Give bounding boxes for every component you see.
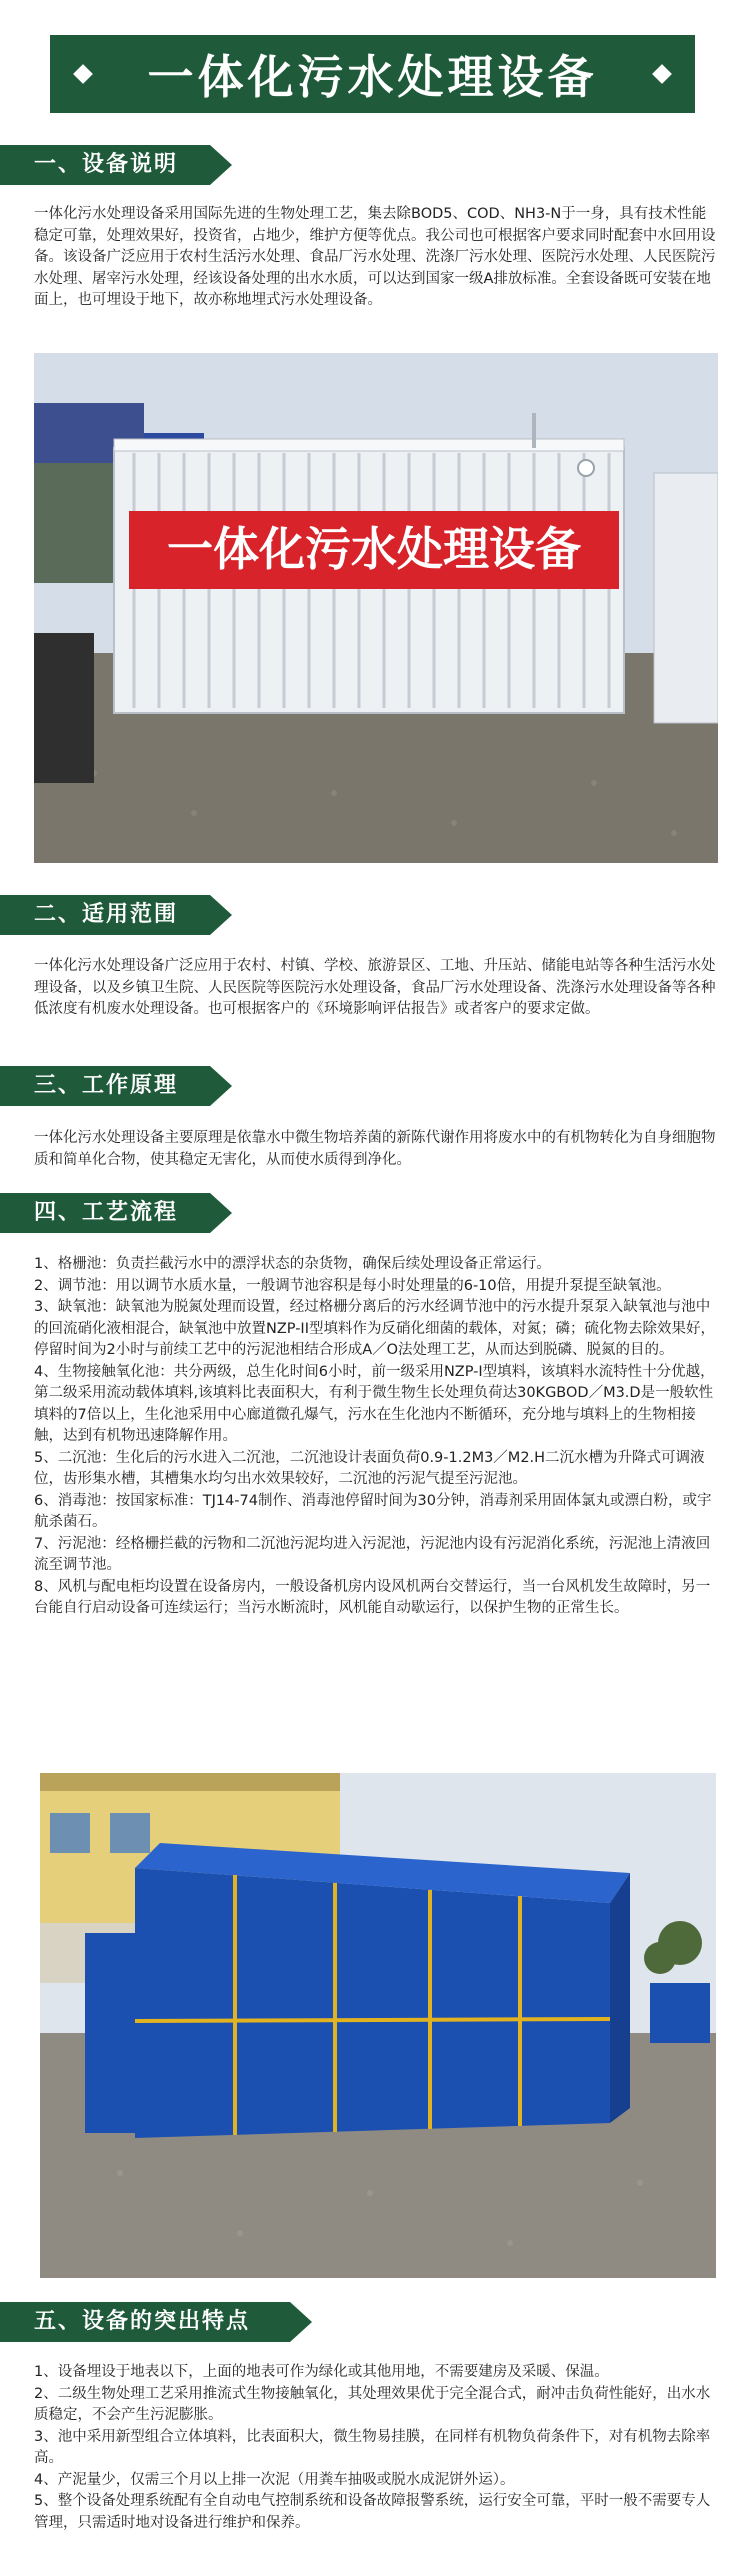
section-label: 五、设备的突出特点 bbox=[0, 2302, 290, 2342]
features-list bbox=[34, 2362, 718, 2534]
page-title: 一体化污水处理设备 bbox=[147, 50, 598, 104]
arrow-shape bbox=[210, 895, 232, 935]
sign-text: 一体化污水处理设备 bbox=[167, 522, 581, 576]
container-equipment-illustration bbox=[34, 353, 718, 863]
list-item: 6、消毒池：按国家标准：TJ14-74制作、消毒池停留时间为30分钟，消毒剂采用固体氯丸或漂白粉，或宇航杀菌石。 bbox=[34, 1492, 712, 1530]
diamond-icon bbox=[73, 64, 93, 84]
list-item: 2、二级生物处理工艺采用推流式生物接触氧化，其处理效果优于完全混合式，耐冲击负荷性能好，出水水质稳定，不会产生污泥膨胀。 bbox=[34, 2385, 711, 2423]
list-item: 3、池中采用新型组合立体填料，比表面积大，微生物易挂膜，在同样有机物负荷条件下，对有机物去除率高。 bbox=[34, 2428, 711, 2466]
section-label: 二、适用范围 bbox=[0, 895, 210, 935]
arrow-shape bbox=[210, 145, 232, 185]
list-item: 1、设备埋设于地表以下，上面的地表可作为绿化或其他用地，不需要建房及采暖、保温。 bbox=[34, 2364, 609, 2380]
blue-tank-illustration bbox=[40, 1773, 716, 2278]
arrow-shape bbox=[210, 1193, 232, 1233]
list-item: 7、污泥池：经格栅拦截的污物和二沉池污泥均进入污泥池，污泥池内设有污泥消化系统，污泥池上清液回流至调节池。 bbox=[34, 1535, 711, 1573]
list-item: 2、调节池：用以调节水质水量，一般调节池容积是每小时处理量的6-10倍，用提升泵提至缺氧池。 bbox=[34, 1277, 671, 1294]
list-item: 1、格栅池：负责拦截污水中的漂浮状态的杂货物，确保后续处理设备正常运行。 bbox=[34, 1256, 551, 1272]
section-label: 三、工作原理 bbox=[0, 1066, 210, 1106]
list-item: 8、风机与配电柜均设置在设备房内，一般设备机房内设风机两台交替运行，当一台风机发生故障时，另一台能自行启动设备可连续运行；当污水断流时，风机能自动歇运行，以保护生物的正常生长。 bbox=[34, 1578, 711, 1616]
scope-text: 一体化污水处理设备广泛应用于农村、村镇、学校、旅游景区、工地、升压站、储能电站等各种生活污水处理设备，以及乡镇卫生院、人民医院等医院污水处理设备，食品厂污水处理设备、洗涤污水处理设备等各种低浓度有机废水处理设备。也可根据客户的《环境影响评估报告》或者客户的要求定做。 bbox=[34, 958, 716, 1017]
page-banner bbox=[50, 35, 695, 113]
description-text: 一体化污水处理设备采用国际先进的生物处理工艺，集去除BOD5、COD、NH3-N于一身，具有技术性能稳定可靠，处理效果好，投资省，占地少，维护方便等优点。我公司也可根据客户要求同时配套中水回用设备。该设备广泛应用于农村生活污水处理、食品厂污水处理、洗涤厂污水处理、医院污水处理、人民医院污水处理、屠宰污水处理，经该设备处理的出水水质，可以达到国家一级A排放标准。全套设备既可安装在地面上，也可埋设于地下，故亦称地埋式污水处理设备。 bbox=[34, 206, 716, 308]
list-item: 4、产泥量少，仅需三个月以上排一次泥（用粪车抽吸或脱水成泥饼外运）。 bbox=[34, 2471, 515, 2488]
principle-text: 一体化污水处理设备主要原理是依靠水中微生物培养菌的新陈代谢作用将废水中的有机物转化为自身细胞物质和简单化合物，使其稳定无害化，从而使水质得到净化。 bbox=[34, 1130, 716, 1168]
arrow-shape bbox=[210, 1066, 232, 1106]
diamond-icon bbox=[652, 64, 672, 84]
list-item: 4、生物接触氧化池：共分两级，总生化时间6小时，前一级采用NZP-I型填料，该填料水流特性十分优越，第二级采用流动载体填料,该填料比表面积大，有利于微生物生长处理负荷达30KGBOD／M3.D是一般软性填料的7倍以上，生化池采用中心廊道微孔爆气，污水在生化池内不断循环，充分地与填料上的生物相接触，达到有机物迅速降解作用。 bbox=[34, 1363, 715, 1444]
section-label: 四、工艺流程 bbox=[0, 1193, 210, 1233]
list-item: 5、二沉池：生化后的污水进入二沉池，二沉池设计表面负荷0.9-1.2M3／M2.H二沉水槽为升降式可调液位，齿形集水槽，其槽集水均匀出水效果较好，二沉池的污泥气提至污泥池。 bbox=[34, 1449, 705, 1487]
blue-tank-photo bbox=[40, 1773, 716, 2278]
list-item: 5、整个设备处理系统配有全自动电气控制系统和设备故障报警系统，运行安全可靠，平时一般不需要专人管理，只需适时地对设备进行维护和保养。 bbox=[34, 2493, 711, 2531]
container-equipment-photo bbox=[34, 353, 718, 863]
arrow-shape bbox=[290, 2302, 312, 2342]
section-label: 一、设备说明 bbox=[0, 145, 210, 185]
process-list bbox=[34, 1254, 718, 1620]
list-item: 3、缺氧池：缺氧池为脱氮处理而设置，经过格栅分离后的污水经调节池中的污水提升泵泵入缺氧池与池中的回流硝化液相混合，缺氧池中放置NZP-II型填料作为反硝化细菌的载体，对氮；磷；硫化物去除效果好，停留时间为2小时与前续工艺中的污泥池相结合形成A／O法处理工艺，从而达到脱磷、脱氮的目的。 bbox=[34, 1299, 715, 1358]
